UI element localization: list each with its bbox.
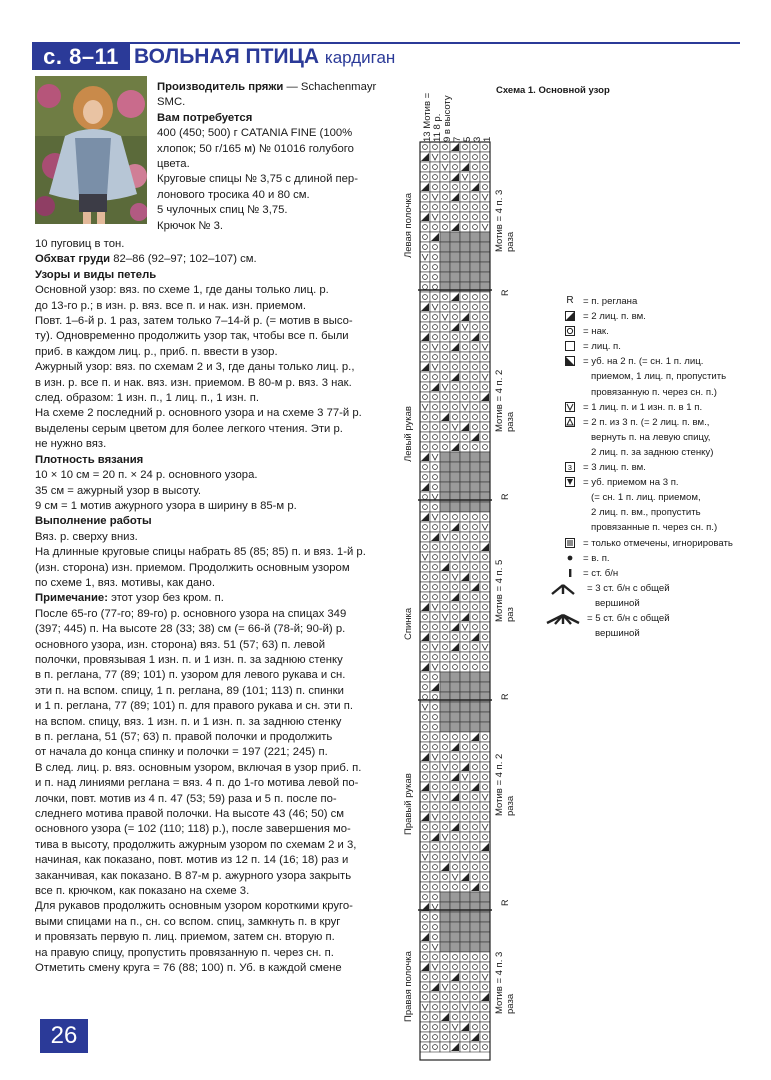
double-decrease-icon xyxy=(563,475,577,487)
legend-text: = ст. б/н xyxy=(583,567,619,579)
legend-item xyxy=(563,536,763,551)
body-line: и провязать первую п. лиц. приемом, затем сн. вторую п. xyxy=(35,931,335,944)
body-line: Для рукавов продолжить основным узором короткими круго- xyxy=(35,900,353,913)
legend-item xyxy=(563,294,763,309)
svg-text:3: 3 xyxy=(568,465,572,473)
raglan-mark: R xyxy=(500,493,510,500)
body-line: Вяз. р. сверху вниз. xyxy=(35,530,138,543)
body-line: полочки, провязывая 1 изн. п. и 1 изн. п. за заднюю стенку xyxy=(35,653,343,666)
chart-top-label-7: 1 xyxy=(482,136,493,142)
legend-text: = 3 лиц. п. вм. xyxy=(583,462,646,474)
instructions-text xyxy=(35,237,387,977)
section-label-back: Спинка xyxy=(403,607,414,640)
info-line: 400 (450; 500) г CATANIA FINE (100% xyxy=(157,127,353,140)
body-line: в изн. р. все п. и нак. вяз. изн. приемом. В 80-м р. вяз. 3 нак. xyxy=(35,376,352,389)
body-line: Ажурный узор: вяз. по схемам 2 и 3, где даны только лиц. р., xyxy=(35,361,355,374)
body-line: Обхват груди 82–86 (92–97; 102–107) см. xyxy=(35,253,257,266)
legend-text: вершиной xyxy=(595,628,640,640)
body-line: 10 пуговиц в тон. xyxy=(35,238,125,250)
body-line: следнего мотива правой полочки. На высоте 43 (46; 50) см xyxy=(35,808,345,821)
body-line: В след. лиц. р. вяз. основным узором, включая в узор приб. п. xyxy=(35,761,362,774)
legend-text: вернуть п. на левую спицу, xyxy=(591,431,711,443)
k2tog-icon xyxy=(563,309,577,321)
chart-top-label-6: 3 xyxy=(472,136,483,142)
three-sc-cluster-icon xyxy=(545,581,581,595)
legend-text: 2 лиц. п. за заднюю стенку) xyxy=(591,446,714,458)
section-label-right-sleeve: Правый рукав xyxy=(403,773,414,835)
legend-text: = уб. приемом на 3 п. xyxy=(583,477,679,489)
legend-text: = 5 ст. б/н с общей xyxy=(587,612,670,624)
motif-label-back: Мотив = 4 п. 5 раз xyxy=(494,559,516,622)
model-photo xyxy=(35,76,147,224)
body-line: не нужно вяз. xyxy=(35,438,107,451)
body-line: эти п. на вспом. спицу, 1 п. реглана, 89 (101; 113) п. спинки xyxy=(35,684,344,697)
body-line: выделены серым цветом для более легкого чтения. Эти р. xyxy=(35,422,343,435)
info-line: Производитель пряжи — Schachenmayr xyxy=(157,81,377,93)
legend-item xyxy=(563,566,763,581)
legend-item xyxy=(563,324,763,339)
body-line: тива в высоту, продолжить ажурным узором по схемам 2 и 3, xyxy=(35,838,357,851)
legend-text: = в. п. xyxy=(583,552,610,564)
legend-item xyxy=(563,354,763,399)
info-line: Вам потребуется xyxy=(157,111,253,124)
legend-text: 2 лиц. п. вм., пропустить xyxy=(591,507,701,519)
page-range-badge: с. 8–11 xyxy=(32,44,130,70)
chain-icon xyxy=(563,551,577,563)
body-line: На схеме 2 последний р. основного узора и на схеме 3 77-й р. xyxy=(35,407,362,420)
body-line: Узоры и виды петель xyxy=(35,268,157,281)
section-label-left-front: Левая полочка xyxy=(403,192,414,258)
body-line: начиная, как показано, повт. мотив из 12 п. 14 (16; 18) раз и xyxy=(35,854,349,867)
body-line: Повт. 1–6-й р. 1 раз, затем только 7–14-й р. (= мотив в высо- xyxy=(35,315,353,328)
body-line: Примечание: этот узор без кром. п. xyxy=(35,592,224,605)
legend-text: вершиной xyxy=(595,597,640,609)
title-subtitle: кардиган xyxy=(324,48,396,67)
five-sc-cluster-icon xyxy=(545,611,581,625)
body-line: 9 см = 1 мотив ажурного узора в ширину в 85-м р. xyxy=(35,499,297,512)
motif-label-left-front: Мотив = 4 п. 3 раза xyxy=(494,189,516,252)
body-line: по схеме 1, вяз. мотивы, как дано. xyxy=(35,576,215,589)
body-line: заканчивая, как показано. В 87-м р. ажурного узора закрыть xyxy=(35,869,352,882)
ignore-cell-icon xyxy=(563,536,577,548)
legend-text: приемом, 1 лиц. п, пропустить xyxy=(591,371,727,383)
legend-item xyxy=(563,460,763,475)
body-line: 10 × 10 см = 20 п. × 24 р. основного узора. xyxy=(35,469,258,482)
body-line: лочки, повт. мотив из 4 п. 47 (53; 59) раза и 5 п. после по- xyxy=(35,792,337,805)
body-line: Выполнение работы xyxy=(35,515,152,528)
body-line: до 13-го р.; в изн. р. вяз. все п. и нак. изн. приемом. xyxy=(35,299,306,312)
raglan-icon: R xyxy=(566,295,574,306)
body-line: Плотность вязания xyxy=(35,453,144,466)
info-line: Крючок № 3. xyxy=(157,219,224,232)
legend-item xyxy=(563,309,763,324)
legend-item xyxy=(545,611,763,641)
body-line: На длинные круговые спицы набрать 85 (85; 85) п. и вяз. 1-й р. xyxy=(35,546,366,559)
legend-text: = лиц. п. xyxy=(583,341,621,353)
body-line: на вспом. спицу, вяз. 1 изн. п. и 1 изн. п. за заднюю стенку xyxy=(35,715,342,728)
body-line: и п. над линиями реглана = вяз. 4 п. до 1-го мотива левой по- xyxy=(35,777,359,790)
body-line: 35 см = ажурный узор в высоту. xyxy=(35,484,202,497)
legend-text: провязанные п. через сн. п.) xyxy=(591,522,718,534)
knit-stitch-icon xyxy=(563,339,577,351)
page-title xyxy=(134,44,395,71)
legend-item xyxy=(545,581,763,611)
raglan-mark: R xyxy=(500,693,510,700)
legend-item xyxy=(563,415,763,460)
motif-label-right-sleeve: Мотив = 4 п. 2 раза xyxy=(494,753,516,816)
section-label-right-front: Правая полочка xyxy=(403,951,414,1022)
motif-label-right-front: Мотив = 4 п. 3 раза xyxy=(494,951,516,1014)
ssk-icon xyxy=(563,354,577,366)
info-line: SMC. xyxy=(157,96,186,109)
body-line: на правую спицу, пропустить провязанную п. через сн. п. xyxy=(35,946,334,959)
body-line: все п. крючком, как показано на схеме 3. xyxy=(35,885,250,898)
body-line: После 65-го (77-го; 89-го) р. основного узора на спицах 349 xyxy=(35,607,347,620)
legend-text: = 1 лиц. п. и 1 изн. п. в 1 п. xyxy=(583,401,703,413)
legend-text: = уб. на 2 п. (= сн. 1 п. лиц. xyxy=(583,356,704,368)
k3tog-icon xyxy=(563,460,577,472)
title-text: ВОЛЬНАЯ ПТИЦА xyxy=(134,45,320,68)
legend-text: = только отмечены, игнорировать xyxy=(583,537,733,549)
legend-text: = 3 ст. б/н с общей xyxy=(587,582,670,594)
legend-text: = п. реглана xyxy=(583,296,638,307)
body-line: Основной узор: вяз. по схеме 1, где даны только лиц. р. xyxy=(35,284,329,297)
info-line: цвета. xyxy=(157,158,190,171)
body-line: ту). Одновременно продолжить узор так, чтобы все п. были xyxy=(35,330,349,343)
body-line: след. образом: 1 изн. п., 1 лиц. п., 1 изн. п. xyxy=(35,392,259,405)
legend-text: провязанную п. через сн. п.) xyxy=(591,386,717,398)
body-line: (изн. сторона) изн. приемом. Продолжить основным узором xyxy=(35,561,350,574)
motif-label-left-sleeve: Мотив = 4 п. 2 раза xyxy=(494,369,516,432)
two-from-three-icon xyxy=(563,415,577,427)
legend-text: = нак. xyxy=(583,326,609,338)
legend-item xyxy=(563,400,763,415)
body-line: и 1 п. реглана, 77 (89; 101) п. для правого рукава и сн. эти п. xyxy=(35,700,353,713)
yarn-over-icon xyxy=(563,324,577,336)
chart-top-label-4: 7 xyxy=(452,136,463,142)
body-line: в п. реглана, 51 (57; 63) п. правой полочки и продолжить xyxy=(35,731,333,743)
chart-top-label-1: 13 Мотив = xyxy=(422,92,433,142)
page-number: 26 xyxy=(40,1019,88,1053)
chart-top-label-5: 5 xyxy=(462,136,473,142)
chart-legend xyxy=(563,294,763,641)
chart-top-label-3: 9 в высоту xyxy=(442,95,453,142)
knitting-chart xyxy=(418,140,492,1062)
section-label-left-sleeve: Левый рукав xyxy=(403,406,414,462)
legend-text: = 2 лиц. п. вм. xyxy=(583,311,646,323)
body-line: основного узора, изн. сторона) вяз. 51 (57; 63) п. левой xyxy=(35,638,326,651)
chart-top-label-2: 11 8 р. xyxy=(432,113,443,142)
body-line: Отметить смену круга = 76 (88; 100) п. Уб. в каждой смене xyxy=(35,962,342,975)
info-line: лонового тросика 40 и 80 см. xyxy=(157,188,310,201)
body-line: от начала до конца спинку и полочки = 197 (221; 245) п. xyxy=(35,746,328,759)
legend-item xyxy=(563,475,763,535)
info-line: хлопок; 50 г/165 м) № 01016 голубого xyxy=(157,142,354,155)
info-line: Круговые спицы № 3,75 с длиной пер- xyxy=(157,173,358,186)
legend-text: = 2 п. из 3 п. (= 2 лиц. п. вм., xyxy=(583,416,710,428)
chart-title: Схема 1. Основной узор xyxy=(496,85,610,96)
raglan-mark: R xyxy=(500,289,510,296)
body-line: приб. в каждом лиц. р., приб. п. ввести в узор. xyxy=(35,345,278,358)
legend-text: (= сн. 1 п. лиц. приемом, xyxy=(591,492,701,504)
body-line: в п. реглана, 77 (89; 101) п. узором для левого рукава и сн. xyxy=(35,669,346,682)
materials-block xyxy=(157,80,379,234)
body-line: основного узора (= 102 (110; 118) р.), после завершения мо- xyxy=(35,823,351,836)
legend-item xyxy=(563,551,763,566)
info-line: 5 чулочных спиц № 3,75. xyxy=(157,204,288,217)
body-line: выми спицами на п., сн. со вспом. спиц, замкнуть п. в круг xyxy=(35,915,341,928)
legend-item xyxy=(563,339,763,354)
increase-icon xyxy=(563,400,577,412)
raglan-mark: R xyxy=(500,899,510,906)
body-line: (397; 445) п. На высоте 28 (33; 38) см (= 66-й (78-й; 90-й) р. xyxy=(35,623,346,636)
single-crochet-icon xyxy=(563,566,577,578)
